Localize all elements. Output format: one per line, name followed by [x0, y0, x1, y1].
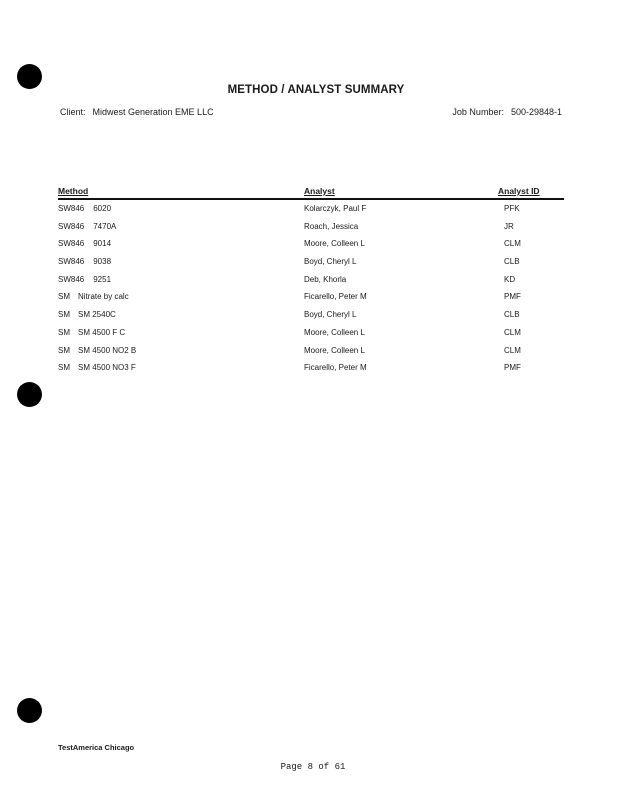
method-source: SM [58, 345, 70, 355]
analyst-cell: Deb, Khorla [304, 274, 347, 284]
table-row [58, 218, 564, 236]
method-code: 6020 [93, 204, 112, 213]
header-analyst: Analyst [304, 186, 335, 196]
job-number-label: Job Number: [452, 107, 504, 117]
analyst-cell: Moore, Colleen L [304, 239, 365, 249]
header-method: Method [58, 186, 89, 196]
analyst-id-cell: CLB [504, 257, 520, 267]
client-name: Midwest Generation EME LLC [92, 107, 214, 117]
analyst-cell: Boyd, Cheryl L [304, 257, 357, 267]
page-title: METHOD / ANALYST SUMMARY [227, 84, 405, 96]
analyst-id-cell: CLM [504, 345, 521, 355]
method-cell [58, 222, 116, 231]
analyst-cell: Boyd, Cheryl L [304, 310, 357, 320]
table-row [58, 342, 564, 360]
method-cell [58, 310, 116, 319]
method-source: SW846 [58, 204, 85, 213]
analyst-cell: Moore, Colleen L [304, 327, 365, 337]
method-source: SW846 [58, 274, 85, 284]
table-row [58, 271, 564, 289]
analyst-cell: Ficarello, Peter M [304, 363, 367, 373]
method-code: SM 4500 NO3 F [78, 363, 136, 373]
table-row [58, 324, 564, 342]
method-cell [58, 328, 125, 337]
method-cell [58, 292, 129, 301]
method-source: SM [58, 363, 70, 373]
method-analyst-table [58, 184, 564, 377]
table-row [58, 200, 564, 218]
method-code: SM 4500 F C [78, 327, 126, 337]
method-code: 9038 [93, 257, 112, 267]
analyst-id-cell: JR [504, 221, 514, 231]
analyst-id-cell: CLB [504, 310, 520, 320]
method-code: 7470A [93, 221, 117, 231]
binder-hole-middle [17, 382, 42, 407]
method-source: SM [58, 292, 70, 302]
analyst-id-cell: PFK [504, 204, 520, 213]
analyst-id-cell: KD [504, 274, 516, 284]
table-row [58, 359, 564, 377]
table-header [58, 184, 564, 198]
method-source: SW846 [58, 239, 85, 249]
analyst-id-cell: CLM [504, 239, 521, 249]
page-number: Page 8 of 61 [280, 762, 346, 772]
method-cell [58, 346, 136, 355]
method-code: 9251 [93, 274, 112, 284]
job-number: 500-29848-1 [510, 107, 562, 117]
method-code: Nitrate by calc [78, 292, 129, 302]
method-source: SW846 [58, 257, 85, 267]
analyst-id-cell: CLM [504, 327, 521, 337]
table-row [58, 253, 564, 271]
method-cell [58, 239, 111, 248]
analyst-cell: Kolarczyk, Paul F [304, 204, 367, 213]
header-analyst-id: Analyst ID [498, 186, 540, 196]
lab-name: TestAmerica Chicago [58, 743, 135, 752]
table-row [58, 235, 564, 253]
method-cell [58, 204, 111, 213]
method-source: SW846 [58, 221, 85, 231]
table-body [58, 200, 564, 377]
binder-hole-bottom [17, 698, 42, 723]
method-cell [58, 363, 136, 372]
client-label: Client: [60, 107, 86, 117]
method-code: SM 4500 NO2 B [78, 345, 137, 355]
method-code: SM 2540C [78, 310, 116, 320]
method-cell [58, 257, 111, 266]
analyst-cell: Ficarello, Peter M [304, 292, 367, 302]
analyst-cell: Roach, Jessica [304, 221, 359, 231]
method-cell [58, 275, 111, 284]
method-source: SM [58, 310, 70, 320]
table-row [58, 306, 564, 324]
method-code: 9014 [93, 239, 112, 249]
method-source: SM [58, 327, 70, 337]
client-info [60, 107, 214, 117]
analyst-id-cell: PMF [504, 363, 521, 373]
table-row [58, 288, 564, 306]
analyst-cell: Moore, Colleen L [304, 345, 365, 355]
job-info [452, 107, 562, 117]
analyst-id-cell: PMF [504, 292, 521, 302]
